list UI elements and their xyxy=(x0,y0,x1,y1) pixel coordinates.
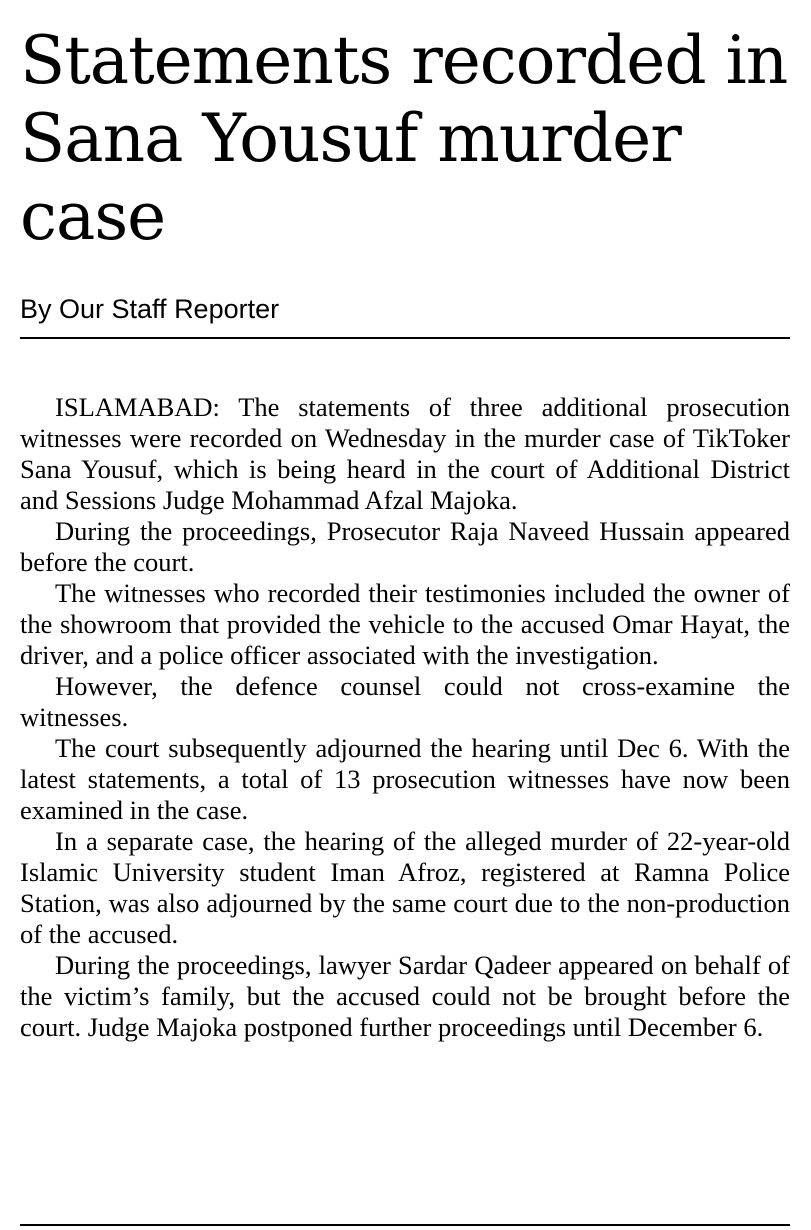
article-byline: By Our Staff Reporter xyxy=(20,294,280,324)
article-paragraph: However, the defence counsel could not cross-examine the witnesses. xyxy=(20,671,790,732)
article-paragraph: During the proceedings, lawyer Sardar Qadeer appeared on behalf of the victim’s family, but the accused could not be brought before the court. Judge Majoka postponed further proceedings until December 6. xyxy=(20,950,790,1042)
article-headline: Statements recorded in Sana Yousuf murder case xyxy=(20,22,788,255)
article-body xyxy=(20,392,790,1043)
article-paragraph: ISLAMABAD: The statements of three additional prosecution witnesses were recorded on Wednesday in the murder case of TikToker Sana Yousuf, which is being heard in the court of Additional District and Sessions Judge Mohammad Afzal Majoka. xyxy=(20,392,790,515)
article-end-divider xyxy=(20,1224,790,1226)
byline-divider xyxy=(20,337,790,339)
news-article xyxy=(20,0,790,1230)
article-paragraph: The court subsequently adjourned the hearing until Dec 6. With the latest statements, a total of 13 prosecution witnesses have now been examined in the case. xyxy=(20,733,790,825)
article-paragraph: In a separate case, the hearing of the alleged murder of 22-year-old Islamic University student Iman Afroz, registered at Ramna Police Station, was also adjourned by the same court due to the non-production of the accused. xyxy=(20,826,790,949)
article-paragraph: During the proceedings, Prosecutor Raja Naveed Hussain appeared before the court. xyxy=(20,516,790,577)
article-paragraph: The witnesses who recorded their testimonies included the owner of the showroom that provided the vehicle to the accused Omar Hayat, the driver, and a police officer associated with the investigation. xyxy=(20,578,790,670)
